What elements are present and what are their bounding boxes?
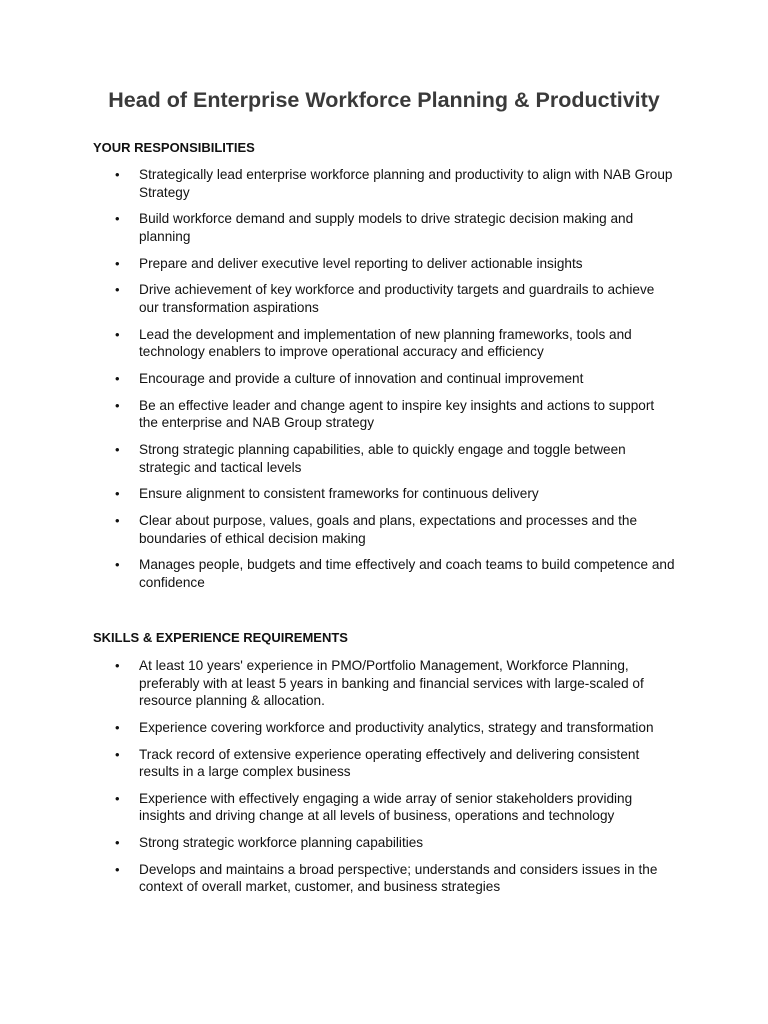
list-item-text: Develops and maintains a broad perspective; understands and considers issues in the context of overall market, customer, and business strategies: [139, 861, 658, 895]
list-item-text: Manages people, budgets and time effectively and coach teams to build competence and confidence: [139, 557, 675, 590]
list-item: [0, 441, 768, 476]
list-item-text: Strategically lead enterprise workforce planning and productivity to align with NAB Group Strategy: [139, 167, 673, 200]
bullet-icon: •: [115, 486, 120, 502]
list-item-text: Strong strategic workforce planning capabilities: [139, 835, 424, 851]
list-item: [0, 746, 768, 781]
bullet-icon: •: [115, 370, 120, 386]
list-item: [0, 834, 768, 852]
page-title: Head of Enterprise Workforce Planning & Productivity: [108, 88, 660, 112]
bullet-icon: •: [115, 326, 120, 342]
list-item: [0, 370, 768, 388]
list-item: [0, 281, 768, 316]
bullet-icon: •: [115, 513, 120, 529]
list-item-text: At least 10 years' experience in PMO/Portfolio Management, Workforce Planning, preferably with at least 5 years in banking and financial services with large-scaled of resource planning & allocation.: [139, 658, 644, 708]
bullet-icon: •: [115, 255, 120, 271]
section-heading-responsibilities: YOUR RESPONSIBILITIES: [93, 140, 255, 155]
list-item: [0, 719, 768, 737]
bullet-icon: •: [115, 167, 120, 182]
list-item: [0, 556, 768, 591]
bullet-icon: •: [115, 835, 120, 851]
list-item: [0, 657, 768, 710]
list-item-text: Clear about purpose, values, goals and plans, expectations and processes and the boundaries of ethical decision making: [139, 513, 638, 546]
list-item: [0, 397, 768, 432]
bullet-icon: •: [115, 790, 120, 806]
list-item: [0, 485, 768, 503]
list-item-text: Lead the development and implementation of new planning frameworks, tools and technology enablers to improve operational accuracy and efficiency: [139, 326, 632, 360]
list-item-text: Track record of extensive experience operating effectively and delivering consistent results in a large complex business: [139, 746, 640, 780]
list-item-text: Experience covering workforce and productivity analytics, strategy and transformation: [139, 719, 654, 735]
bullet-icon: •: [115, 211, 120, 227]
list-item: [0, 512, 768, 547]
list-item-text: Experience with effectively engaging a wide array of senior stakeholders providing insights and driving change at all levels of business, operations and technology: [139, 790, 633, 824]
list-item-text: Strong strategic planning capabilities, able to quickly engage and toggle between strategic and tactical levels: [139, 442, 626, 475]
bullet-icon: •: [115, 442, 120, 458]
list-item-text: Encourage and provide a culture of innovation and continual improvement: [139, 370, 584, 386]
skills-experience-list: [0, 657, 768, 905]
bullet-icon: •: [115, 282, 120, 298]
list-item-text: Be an effective leader and change agent to inspire key insights and actions to support the enterprise and NAB Group strategy: [139, 397, 655, 431]
list-item: [0, 861, 768, 896]
bullet-icon: •: [115, 719, 120, 735]
list-item: [0, 166, 768, 201]
section-heading-skills-experience: SKILLS & EXPERIENCE REQUIREMENTS: [93, 630, 348, 645]
bullet-icon: •: [115, 397, 120, 413]
list-item-text: Prepare and deliver executive level reporting to deliver actionable insights: [139, 255, 583, 271]
list-item-text: Build workforce demand and supply models to drive strategic decision making and planning: [139, 211, 634, 244]
list-item-text: Ensure alignment to consistent frameworks for continuous delivery: [139, 486, 539, 502]
bullet-icon: •: [115, 658, 120, 673]
list-item: [0, 255, 768, 273]
responsibilities-list: [0, 166, 768, 601]
bullet-icon: •: [115, 557, 120, 573]
bullet-icon: •: [115, 861, 120, 877]
list-item: [0, 790, 768, 825]
list-item: [0, 326, 768, 361]
bullet-icon: •: [115, 746, 120, 762]
list-item: [0, 210, 768, 245]
list-item-text: Drive achievement of key workforce and productivity targets and guardrails to achieve our transformation aspirations: [139, 282, 655, 315]
